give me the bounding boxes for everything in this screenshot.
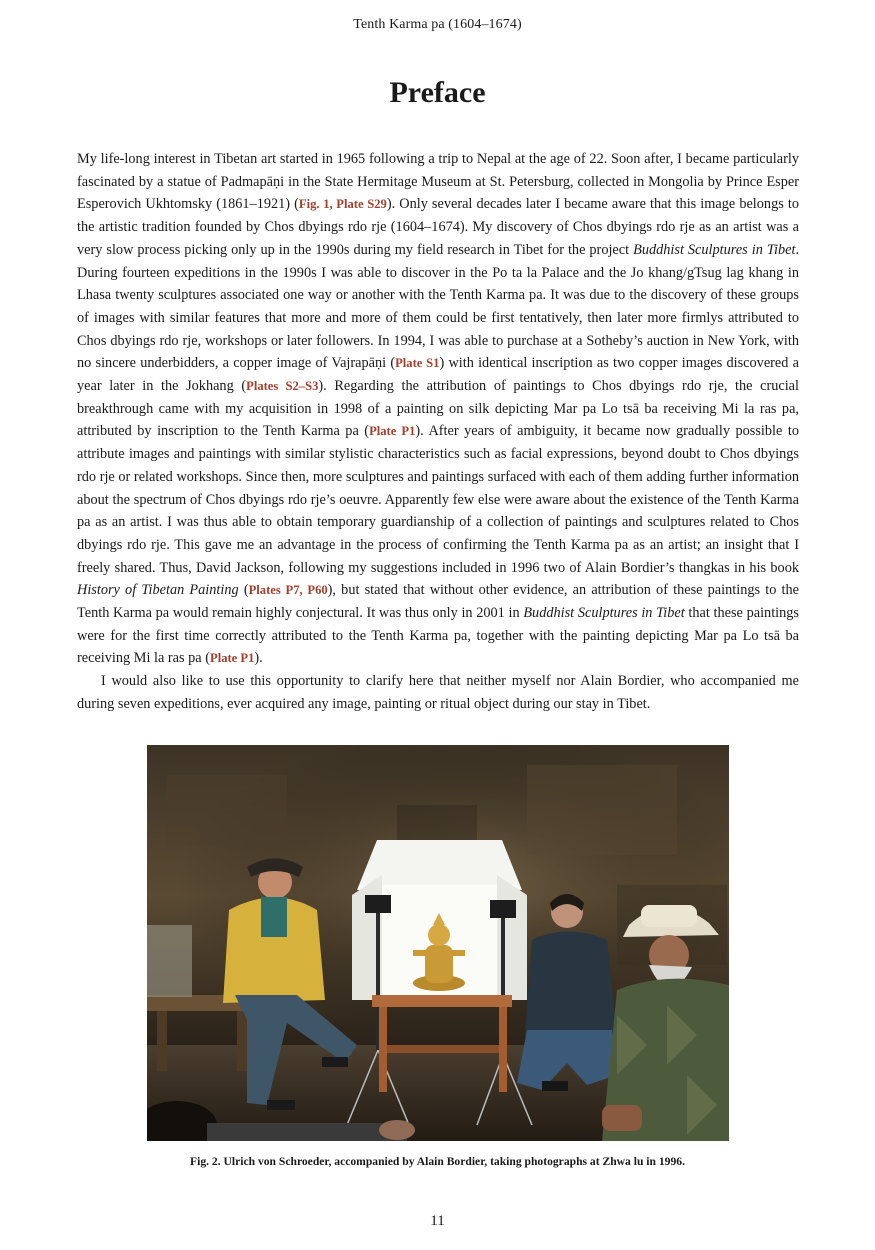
text-run: . During fourteen expeditions in the 1990s I was able to discover in the Po ta la Palace and the Jo khang/gTsug lag khang in Lhasa twenty sculptures associated one way or another with the Tenth Karma pa. It was due to the discovery of these groups of images with similar features that more and more of them could be first tentatively, then later more firmlys attributed to Chos dbyings rdo rje, workshops or later followers. In 1994, I was able to purchase at a Sotheby’s auction in New York, with no sincere underbidders, a copper image of Vajrapāṇi ( [77,241,800,372]
figure-caption: Fig. 2. Ulrich von Schroeder, accompanied by Alain Bordier, taking photographs at Zhwa lu in 1996. [190,1155,685,1168]
text-run: that these paintings were for the first time correctly attributed to the Tenth Karma pa, together with the painting depicting Mar pa Lo tsā ba receiving Mi la ras pa ( [77,605,799,667]
book-title: Buddhist Sculptures in Tibet [633,241,796,258]
page-number: 11 [430,1213,445,1229]
plate-reference: Plate S1 [395,356,440,371]
text-run: I would also like to use this opportunity to clarify here that neither myself nor Alain Bordier, who accompanied me during seven expeditions, ever acquired any image, painting or ritual object during our stay in Tibet. [77,673,799,712]
text-run: ) with identical inscription as two copper images discovered a year later in the Jokhang ( [77,355,799,395]
plate-reference: Plate P1 [369,424,416,439]
running-head: Tenth Karma pa (1604–1674) [353,17,522,32]
book-title: History of Tibetan Painting [77,582,239,599]
text-run: ). Only several decades later I became aware that this image belongs to the artistic tradition founded by Chos dbyings rdo rje (1604–1674). My discovery of Chos dbyings rdo rje as an artist was a very slow process picking only up in the 1990s during my field research in Tibet for the project [77,196,799,258]
plate-reference: Plate P1 [210,651,255,666]
text-run: ), but stated that without other evidence, an attribution of these paintings to the Tenth Karma pa would remain highly conjectural. It was thus only in 2001 in [77,582,799,622]
text-run: ). Regarding the attribution of paintings to Chos dbyings rdo rje, the crucial breakthrough came with my acquisition in 1998 of a painting on silk depicting Mar pa Lo tsā ba receiving Mi la ras pa, attributed by inscription to the Tenth Karma pa ( [77,378,799,440]
text-run: ). [254,650,263,667]
text-run: My life-long interest in Tibetan art started in 1965 following a trip to Nepal at the age of 22. Soon after, I became particularly fascinated by a statue of Padmapāṇi in the State Hermitage Museum at St. Petersburg, collected in Mongolia by Prince Esper Esperovich Ukhtomsky (1861–1921) ( [77,151,799,213]
plate-reference: Fig. 1, Plate S29 [298,197,387,212]
body-paragraph [77,670,799,715]
plate-reference: Plates S2–S3 [246,379,319,394]
text-run: ( [238,582,249,599]
body-paragraph [77,148,799,670]
page-title: Preface [389,76,486,109]
plate-reference: Plates P7, P60 [248,583,328,598]
body-text [77,148,799,716]
book-title: Buddhist Sculptures in Tibet [523,605,685,622]
text-run: ). After years of ambiguity, it became now gradually possible to attribute images and paintings with similar stylistic characteristics such as facial expressions, beyond doubt to Chos dbyings rdo rje or related workshops. Since then, more sculptures and paintings surfaced with each of them adding further information about the spectrum of Chos dbyings rdo rje’s oeuvre. Apparently few else were aware about the existence of the Tenth Karma pa as an artist. I was thus able to obtain temporary guardianship of a collection of paintings and sculptures related to Chos dbyings rdo rje. This gave me an advantage in the process of confirming the Tenth Karma pa as an artist; an insight that I freely shared. Thus, David Jackson, following my suggestions included in 1996 two of Alain Bordier’s thangkas in his book [77,423,799,576]
figure-photograph [147,745,729,1141]
